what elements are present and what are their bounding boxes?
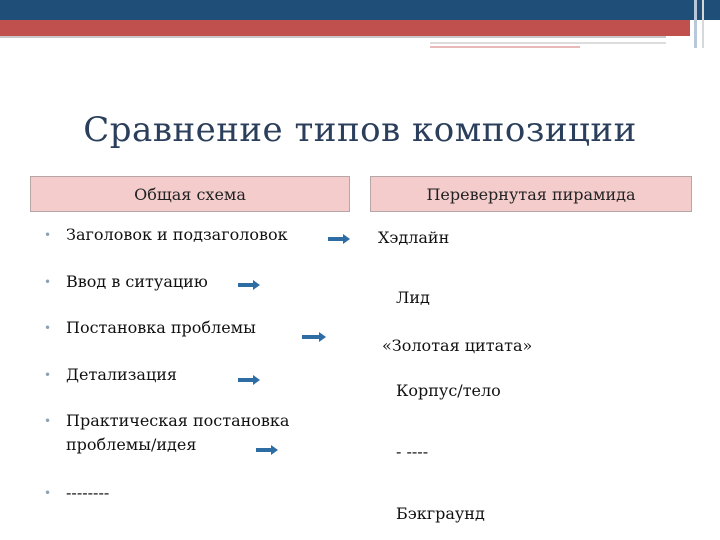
right-column-header (370, 176, 692, 212)
bullet-icon: • (44, 486, 52, 500)
top-band-blue (0, 0, 720, 20)
top-band-rail (694, 0, 697, 48)
right-item-label: Хэдлайн (378, 228, 450, 247)
list-item-text: проблемы/идея (66, 435, 197, 454)
bullet-icon: • (44, 414, 52, 428)
bullet-icon: • (44, 275, 52, 289)
right-item-label: Бэкграунд (396, 504, 485, 523)
list-item-text: -------- (66, 483, 110, 502)
top-band-gap (708, 20, 720, 48)
arrow-right-icon (238, 280, 260, 290)
list-item-text: Практическая постановка (66, 411, 290, 430)
list-item-text: Ввод в ситуацию (66, 272, 208, 291)
right-item-label: «Золотая цитата» (382, 336, 533, 355)
right-item-label: - ---- (396, 442, 429, 461)
arrow-right-icon (302, 332, 326, 342)
top-band-red (0, 20, 690, 36)
bullet-icon: • (44, 228, 52, 242)
top-band-line (430, 46, 580, 48)
list-item-text: Детализация (66, 365, 178, 384)
list-item-text: Постановка проблемы (66, 318, 256, 337)
left-column-header (30, 176, 350, 212)
right-column-header-label: Перевернутая пирамида (426, 184, 636, 204)
right-item-label: Лид (396, 288, 430, 307)
slide-title: Сравнение типов композиции (83, 110, 637, 150)
bullet-icon: • (44, 321, 52, 335)
top-band-line (0, 36, 666, 38)
bullet-icon: • (44, 368, 52, 382)
right-item-label: Корпус/тело (396, 381, 501, 400)
arrow-right-icon (256, 445, 278, 455)
left-column-header-label: Общая схема (134, 184, 246, 204)
arrow-right-icon (328, 234, 350, 244)
list-item-text: Заголовок и подзаголовок (66, 225, 288, 244)
arrow-right-icon (238, 375, 260, 385)
top-band-rail (702, 0, 704, 48)
top-band-line (430, 42, 666, 44)
